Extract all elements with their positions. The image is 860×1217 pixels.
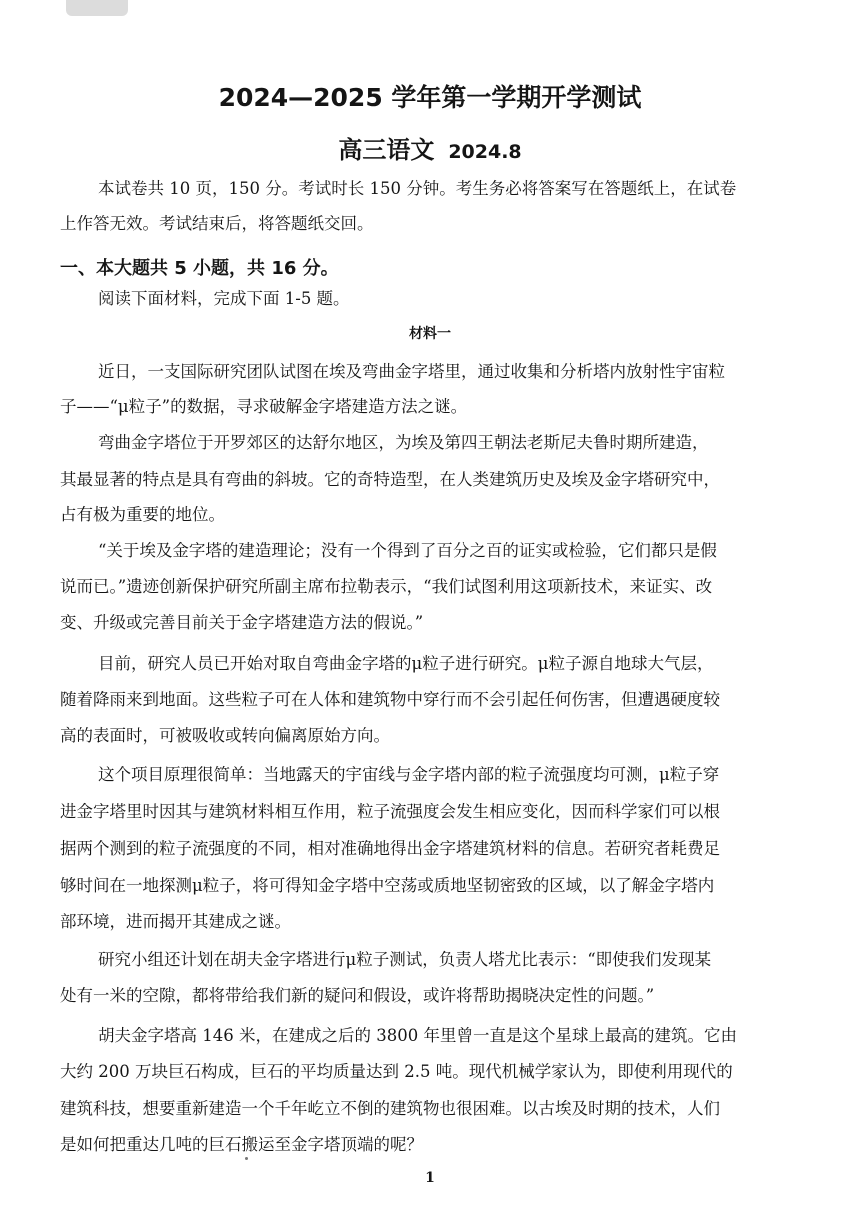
- paragraph-line: 其最显著的特点是具有弯曲的斜坡。它的奇特造型，在人类建筑历史及埃及金字塔研究中，: [60, 470, 720, 489]
- paragraph-line: 随着降雨来到地面。这些粒子可在人体和建筑物中穿行而不会引起任何伤害，但遭遇硬度较: [60, 690, 720, 709]
- paragraph-line: 变、升级或完善目前关于金字塔建造方法的假说。”: [60, 613, 424, 632]
- subject-label: 高三语文: [338, 136, 435, 164]
- paragraph-line: 是如何把重达几吨的巨石搬运至金字塔顶端的呢？: [60, 1135, 423, 1154]
- paragraph-line: 占有极为重要的地位。: [60, 505, 225, 524]
- paragraph-line: 处有一米的空隙，都将带给我们新的疑问和假设，或许将帮助揭晓决定性的问题。”: [60, 986, 655, 1005]
- scan-artifact: [66, 0, 128, 16]
- paragraph-line: 子——“μ粒子”的数据，寻求破解金字塔建造方法之谜。: [60, 397, 468, 416]
- paragraph-line: 够时间在一地探测μ粒子，将可得知金字塔中空荡或质地坚韧密致的区域，以了解金字塔内: [60, 876, 715, 895]
- paragraph-line: 据两个测到的粒子流强度的不同，相对准确地得出金字塔建筑材料的信息。若研究者耗费足: [60, 839, 720, 858]
- paragraph-line: 大约 200 万块巨石构成，巨石的平均质量达到 2.5 吨。现代机械学家认为，即使利用现代的: [60, 1062, 733, 1081]
- instruction-line: 上作答无效。考试结束后，将答题纸交回。: [60, 214, 374, 233]
- paragraph-line: “关于埃及金字塔的建造理论；没有一个得到了百分之百的证实或检验，它们都只是假: [98, 541, 717, 560]
- paragraph-line: 弯曲金字塔位于开罗郊区的达舒尔地区，为埃及第四王朝法老斯尼夫鲁时期所建造，: [98, 433, 709, 452]
- paragraph-line: 说而已。”遗迹创新保护研究所副主席布拉勒表示，“我们试图利用这项新技术，来证实、改: [60, 577, 713, 596]
- paragraph-line: 研究小组还计划在胡夫金字塔进行μ粒子测试，负责人塔尤比表示：“即使我们发现某: [98, 950, 712, 969]
- material-title: 材料一: [409, 326, 451, 342]
- section-prompt: 阅读下面材料，完成下面 1-5 题。: [98, 289, 350, 308]
- paragraph-line: 建筑科技，想要重新建造一个千年屹立不倒的建筑物也很困难。以古埃及时期的技术，人们: [60, 1099, 720, 1118]
- section-heading: 一、本大题共 5 小题，共 16 分。: [60, 258, 339, 279]
- exam-subtitle: [0, 130, 860, 165]
- paragraph-line: 目前，研究人员已开始对取自弯曲金字塔的μ粒子进行研究。μ粒子源自地球大气层，: [98, 654, 714, 673]
- paragraph-line: 胡夫金字塔高 146 米，在建成之后的 3800 年里曾一直是这个星球上最高的建筑。它由: [98, 1026, 737, 1045]
- paragraph-line: 高的表面时，可被吸收或转向偏离原始方向。: [60, 726, 390, 745]
- scan-speck: [245, 1157, 248, 1160]
- exam-date: 2024.8: [448, 141, 522, 163]
- paragraph-line: 进金字塔里时因其与建筑材料相互作用，粒子流强度会发生相应变化，因而科学家们可以根: [60, 802, 720, 821]
- paragraph-line: 部环境，进而揭开其建成之谜。: [60, 912, 291, 931]
- instruction-line: 本试卷共 10 页，150 分。考试时长 150 分钟。考生务必将答案写在答题纸上，在试卷: [98, 179, 737, 198]
- paragraph-line: 这个项目原理很简单：当地露天的宇宙线与金字塔内部的粒子流强度均可测，μ粒子穿: [98, 765, 720, 784]
- page-number: 1: [425, 1170, 435, 1186]
- paragraph-line: 近日，一支国际研究团队试图在埃及弯曲金字塔里，通过收集和分析塔内放射性宇宙粒: [98, 362, 725, 381]
- exam-title: 2024—2025 学年第一学期开学测试: [218, 83, 642, 112]
